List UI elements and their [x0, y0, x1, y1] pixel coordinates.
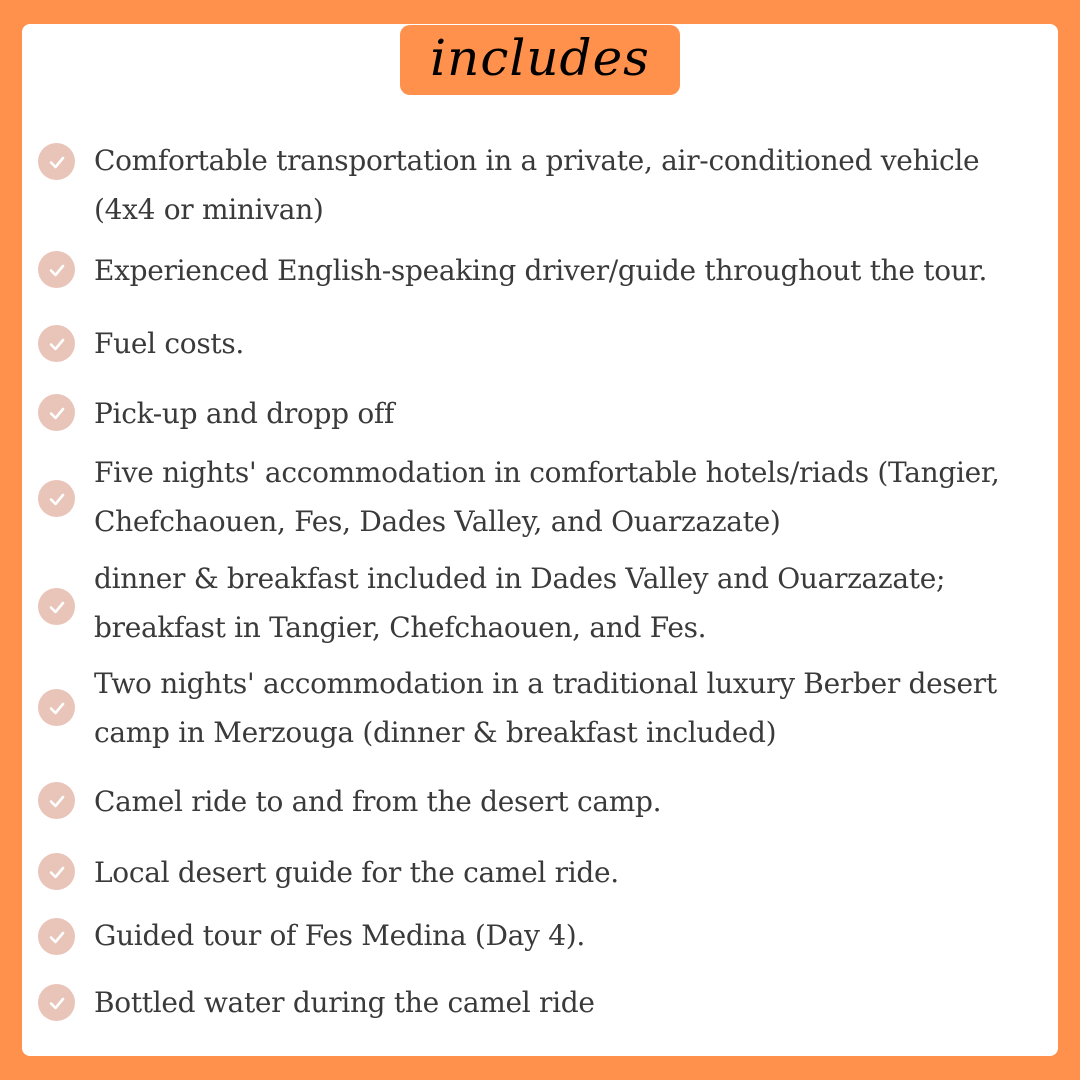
check-circle-icon [38, 394, 75, 431]
check-circle-icon [38, 480, 75, 517]
list-item: Local desert guide for the camel ride. [94, 856, 619, 889]
check-circle-icon [38, 782, 75, 819]
list-item: Comfortable transportation in a private, air-conditioned vehicle (4x4 or minivan) [94, 144, 980, 226]
check-circle-icon [38, 853, 75, 890]
list-item: Two nights' accommodation in a traditional luxury Berber desert camp in Merzouga (dinner & breakfast included) [94, 667, 997, 749]
check-circle-icon [38, 143, 75, 180]
list-item: Guided tour of Fes Medina (Day 4). [94, 919, 585, 952]
check-circle-icon [38, 918, 75, 955]
list-item: Pick-up and dropp off [94, 397, 395, 430]
list-item: Five nights' accommodation in comfortable hotels/riads (Tangier, Chefchaouen, Fes, Dades Valley, and Ouarzazate) [94, 456, 1000, 538]
check-circle-icon [38, 689, 75, 726]
page-title: includes [430, 29, 650, 87]
check-circle-icon [38, 588, 75, 625]
header-badge [400, 25, 680, 95]
list-item: Camel ride to and from the desert camp. [94, 785, 662, 818]
check-circle-icon [38, 984, 75, 1021]
list-item: Experienced English-speaking driver/guide throughout the tour. [94, 254, 988, 287]
list-item: dinner & breakfast included in Dades Valley and Ouarzazate; breakfast in Tangier, Chefchaouen, and Fes. [94, 562, 946, 644]
list-item: Fuel costs. [94, 327, 245, 360]
list-item: Bottled water during the camel ride [94, 986, 595, 1019]
check-circle-icon [38, 325, 75, 362]
check-circle-icon [38, 251, 75, 288]
